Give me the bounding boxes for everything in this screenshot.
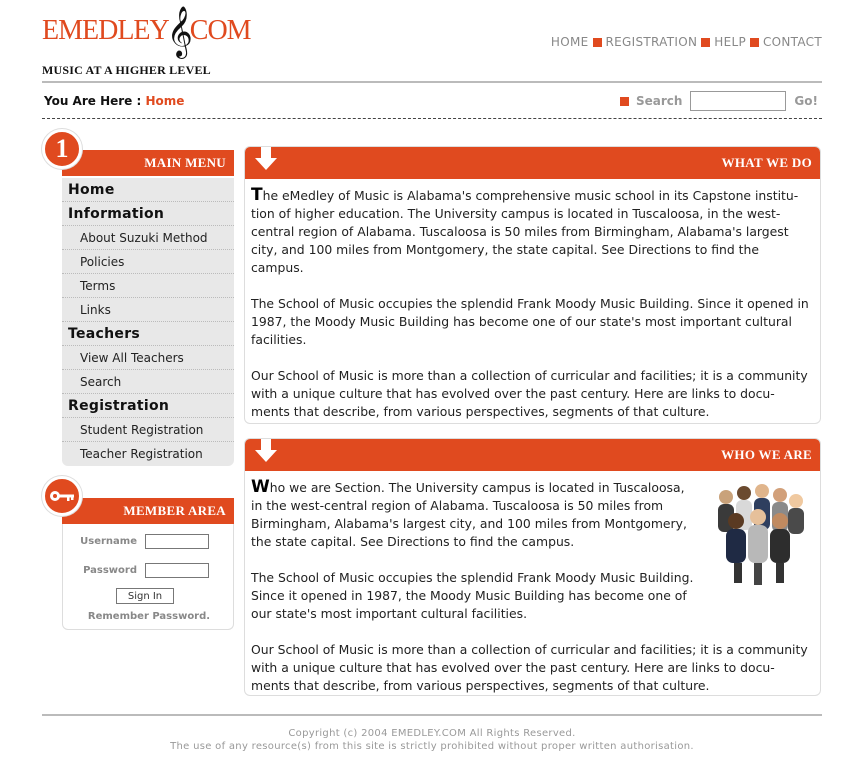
breadcrumb-label: You Are Here : [44,94,142,108]
breadcrumb-current[interactable]: Home [145,94,185,108]
nav-registration[interactable]: REGISTRATION [605,35,698,49]
menu-item-view-all-teachers[interactable]: View All Teachers [62,346,234,370]
breadcrumb [44,94,184,108]
what-we-do-panel [244,146,821,424]
search-go-button[interactable]: Go! [794,94,818,108]
search-bullet-icon [620,97,629,106]
menu-item-student-registration[interactable]: Student Registration [62,418,234,442]
what-we-do-paragraph-3: Our School of Music is more than a collection of curricular and facilities; it is a community with a unique culture that has evolved over the past century. Here are links to docu-ments that describe, from various perspectives, segments of that culture. [251,368,808,419]
member-login-box [62,524,234,630]
menu-item-registration[interactable]: Registration [62,394,234,418]
key-icon [42,476,82,516]
what-we-do-body [245,179,820,421]
what-we-do-paragraph-1: he eMedley of Music is Alabama's comprehensive music school in its Capstone institu-tion of higher education. The University campus is located in Tuscaloosa, in the west-central region of Alabama. Tuscaloosa is 50 miles from Birmingham, Alabama's largest city, and 100 miles from Montgomery, the state capital. See Directions to find the campus. [251,188,799,275]
header-divider [42,81,822,83]
top-navigation [551,35,822,49]
nav-separator [701,38,710,47]
username-field[interactable] [145,534,209,549]
who-we-are-paragraph-1: ho we are Section. The University campus is located in Tuscaloosa, in the west-central region of Alabama. Tuscaloosa is 50 miles from Birmingham, Alabama's largest city, and 100 miles from Montgomery, the state capital. See Directions to find the campus. [251,480,687,549]
sign-in-button[interactable]: Sign In [116,588,174,604]
member-area-header: MEMBER AREA [62,498,234,524]
menu-item-search[interactable]: Search [62,370,234,394]
menu-item-policies[interactable]: Policies [62,250,234,274]
menu-item-teachers[interactable]: Teachers [62,322,234,346]
search-input[interactable] [690,91,786,111]
who-we-are-panel [244,438,821,696]
nav-separator [750,38,759,47]
who-we-are-title: WHO WE ARE [721,447,812,462]
what-we-do-header [245,147,820,179]
menu-item-teacher-registration[interactable]: Teacher Registration [80,447,203,461]
tagline: MUSIC AT A HIGHER LEVEL [42,63,211,77]
menu-item-links[interactable]: Links [62,298,234,322]
group-photo [706,481,812,589]
logo-left-text: EMEDLEY [42,15,169,47]
who-we-are-paragraph-2: The School of Music occupies the splendid Frank Moody Music Building. Since it opened in 1987, the Moody Music Building has become one of our state's most important cultural facilities. [251,570,694,621]
nav-separator [593,38,602,47]
down-arrow-icon [255,439,277,463]
remember-password-link[interactable]: Remember Password. [87,611,211,622]
menu-item-terms[interactable]: Terms [62,274,234,298]
main-menu [62,178,234,466]
dropcap-letter: T [251,185,263,205]
dashed-divider [42,118,822,119]
dropcap-letter: W [251,477,270,497]
who-we-are-paragraph-3: Our School of Music is more than a collection of curricular and facilities; it is a community with a unique culture that has evolved over the past century. Here are links to docu-ments that describe, from various perspectives, segments of that culture. [251,642,808,693]
nav-home[interactable]: HOME [550,35,589,49]
down-arrow-icon [255,147,277,171]
menu-item-home[interactable]: Home [62,178,234,202]
password-field[interactable] [145,563,209,578]
nav-contact[interactable]: CONTACT [762,35,822,49]
nav-help[interactable]: HELP [714,35,746,49]
what-we-do-paragraph-2: The School of Music occupies the splendid Frank Moody Music Building. Since it opened in 1987, the Moody Music Building has become one of our state's most important cultural facilities. [251,296,809,347]
search-label: Search [635,94,683,108]
treble-clef-icon: 𝄞 [166,6,192,57]
footer-notice: The use of any resource(s) from this site is strictly prohibited without proper written authorisation. [170,741,694,752]
logo-right-text: COM [189,15,251,47]
menu-item-information[interactable]: Information [62,202,234,226]
search-bar [620,91,818,111]
step-number-badge: 1 [42,129,82,169]
main-menu-header: MAIN MENU [62,150,234,176]
username-label: Username [80,536,137,547]
who-we-are-header [245,439,820,471]
site-logo[interactable] [42,6,251,57]
what-we-do-title: WHAT WE DO [721,155,812,170]
footer-divider [42,714,822,716]
menu-item-about-suzuki[interactable]: About Suzuki Method [62,226,234,250]
footer-copyright: Copyright (c) 2004 EMEDLEY.COM All Rights Reserved. [288,728,576,739]
password-label: Password [83,565,137,576]
